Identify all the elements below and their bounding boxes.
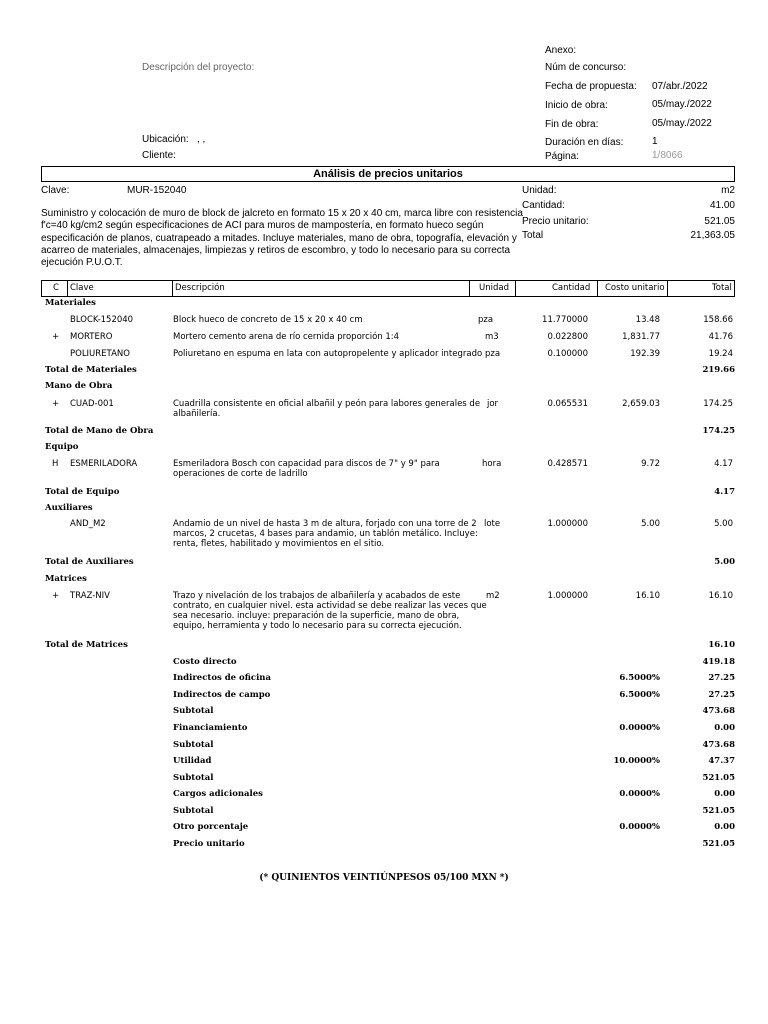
row-desc: equipo, herramienta y todo lo necesario para su correcta ejecución.	[173, 621, 462, 631]
row-unidad: pza	[478, 315, 494, 325]
row-desc: contrato, en cualquier nivel. esta actividad se debe realizar las veces que	[173, 601, 487, 611]
row-costo: 192.39	[630, 349, 660, 359]
row-unidad: jor	[487, 399, 499, 409]
summary-label: Precio unitario	[173, 839, 245, 849]
total-mano-row	[45, 426, 735, 436]
anexo-label: Anexo:	[545, 45, 577, 56]
row-costo: 1,831.77	[622, 332, 660, 342]
summary-pct: 10.0000%	[613, 756, 660, 766]
row-clave: BLOCK-152040	[70, 315, 134, 325]
unidad-value: m2	[721, 185, 735, 196]
header-cantidad: Cantidad	[552, 283, 591, 293]
section-mano-de-obra: Mano de Obra	[45, 381, 113, 391]
row-costo: 13.48	[635, 315, 660, 325]
row-desc: Poliuretano en espuma en lata con autopropelente y aplicador integrado	[173, 349, 483, 359]
row-desc: renta, fletes, habilitado y movimientos en el sitio.	[173, 539, 385, 549]
summary-value: 521.05	[702, 839, 735, 849]
row-unidad: m3	[485, 332, 499, 342]
row-costo: 5.00	[641, 519, 660, 529]
summary-label: Otro porcentaje	[173, 822, 249, 832]
total-materiales-value: 219.66	[702, 365, 735, 375]
row-total: 41.76	[708, 332, 733, 342]
inicio-label: Inicio de obra:	[545, 100, 608, 111]
summary-value: 47.37	[708, 756, 735, 766]
col-divider	[597, 281, 598, 296]
row-costo: 9.72	[641, 459, 660, 469]
row-c: +	[52, 591, 60, 601]
row-desc: marcos, 2 crucetas, 4 bases para andamio, un tablón metálico. Incluye:	[173, 529, 478, 539]
row-clave: AND_M2	[70, 519, 106, 529]
cantidad-value: 41.00	[709, 200, 735, 211]
summary-pct: 6.5000%	[619, 673, 660, 683]
total-label: Total	[522, 230, 544, 241]
summary-value: 473.68	[702, 706, 735, 716]
row-cantidad: 0.428571	[547, 459, 588, 469]
pagina-value: 1/8066	[652, 150, 683, 161]
precio-label: Precio unitario:	[522, 216, 589, 227]
summary-label: Subtotal	[173, 806, 214, 816]
amount-in-words: (* QUINIENTOS VEINTIÚNPESOS 05/100 MXN *)	[259, 873, 509, 883]
col-divider	[172, 281, 173, 296]
total-materiales-label: Total de Materiales	[45, 365, 137, 375]
ubicacion-label: Ubicación:	[142, 134, 189, 145]
summary-value: 521.05	[702, 806, 735, 816]
row-c: +	[52, 332, 60, 342]
total-value: 21,363.05	[690, 230, 735, 241]
total-matrices-value: 16.10	[708, 640, 735, 650]
summary-value: 521.05	[702, 773, 735, 783]
col-divider	[67, 281, 68, 296]
row-c: H	[52, 459, 59, 469]
concept-description: Suministro y colocación de muro de block de jalcreto en formato 15 x 20 x 40 cm, marca libre con resistencia f'c=40 kg/cm2 según especificaciones de ACI para muros de mampostería, en formato hueco según especificación de planos, cuatrapeado a mitades. Incluye materiales, mano de obra, topografía, elevación y acarreo de materiales, almacenajes, limpiezas y retiros de escombro, y todo lo necesario para su correcta ejecución P.U.O.T.	[41, 208, 523, 269]
summary-pct: 0.0000%	[619, 723, 660, 733]
duracion-value: 1	[652, 136, 658, 147]
row-unidad: m2	[486, 591, 500, 601]
row-cantidad: 0.100000	[547, 349, 588, 359]
row-unidad: pza	[485, 349, 501, 359]
total-mano-value: 174.25	[702, 426, 735, 436]
col-divider	[667, 281, 668, 296]
total-auxiliares-label: Total de Auxiliares	[45, 557, 134, 567]
row-desc: Trazo y nivelación de los trabajos de albañilería y acabados de este	[173, 591, 461, 601]
row-desc: Andamio de un nivel de hasta 3 m de altura, forjado con una torre de 2	[173, 519, 477, 529]
row-cantidad: 0.022800	[547, 332, 588, 342]
header-unidad: Unidad	[479, 283, 509, 293]
cliente-label: Cliente:	[142, 150, 176, 161]
summary-value: 0.00	[714, 822, 735, 832]
summary-value: 419.18	[702, 657, 735, 667]
fecha-value: 07/abr./2022	[652, 81, 708, 92]
ubicacion-value: , ,	[197, 134, 206, 145]
total-mano-label: Total de Mano de Obra	[45, 426, 154, 436]
row-clave: POLIURETANO	[70, 349, 130, 359]
summary-value: 27.25	[708, 673, 735, 683]
row-cantidad: 11.770000	[542, 315, 588, 325]
concurso-label: Núm de concurso:	[545, 62, 627, 73]
row-costo: 16.10	[635, 591, 660, 601]
row-desc: Cuadrilla consistente en oficial albañil y peón para labores generales de	[173, 399, 481, 409]
summary-value: 0.00	[714, 789, 735, 799]
total-equipo-value: 4.17	[714, 487, 735, 497]
col-divider	[469, 281, 470, 296]
summary-label: Utilidad	[173, 756, 212, 766]
fecha-label: Fecha de propuesta:	[545, 81, 637, 92]
row-clave: TRAZ-NIV	[70, 591, 110, 601]
summary-label: Subtotal	[173, 706, 214, 716]
row-c: +	[52, 399, 60, 409]
row-unidad: hora	[482, 459, 502, 469]
summary-pct: 0.0000%	[619, 789, 660, 799]
row-total: 158.66	[703, 315, 733, 325]
inicio-value: 05/may./2022	[652, 99, 712, 110]
summary-value: 473.68	[702, 740, 735, 750]
section-matrices: Matrices	[45, 574, 87, 584]
row-desc: Mortero cemento arena de río cernida proporción 1:4	[173, 332, 400, 342]
summary-label: Indirectos de campo	[173, 690, 271, 700]
summary-label: Indirectos de oficina	[173, 673, 271, 683]
summary-label: Subtotal	[173, 740, 214, 750]
section-equipo: Equipo	[45, 442, 79, 452]
col-divider	[515, 281, 516, 296]
total-equipo-label: Total de Equipo	[45, 487, 120, 497]
section-materiales: Materiales	[45, 298, 96, 308]
total-auxiliares-row	[45, 557, 735, 567]
row-total: 4.17	[714, 459, 733, 469]
fin-value: 05/may./2022	[652, 118, 712, 129]
row-desc: operaciones de corte de ladrillo	[173, 469, 308, 479]
summary-value: 27.25	[708, 690, 735, 700]
summary-pct: 6.5000%	[619, 690, 660, 700]
total-matrices-row	[45, 640, 735, 650]
section-auxiliares: Auxiliares	[45, 503, 93, 513]
fin-label: Fin de obra:	[545, 119, 599, 130]
summary-label: Cargos adicionales	[173, 789, 263, 799]
summary-value: 0.00	[714, 723, 735, 733]
pagina-label: Página:	[545, 151, 579, 162]
descripcion-label: Descripción del proyecto:	[142, 62, 255, 73]
duracion-label: Duración en días:	[545, 137, 624, 148]
summary-label: Financiamiento	[173, 723, 248, 733]
row-total: 174.25	[703, 399, 733, 409]
header-descripcion: Descripción	[175, 283, 225, 293]
total-materiales-row	[45, 365, 735, 375]
row-desc: sea necesario. incluye: preparación de la superficie, mano de obra,	[173, 611, 460, 621]
row-clave: MORTERO	[70, 332, 113, 342]
row-unidad: lote	[484, 519, 501, 529]
row-desc: Block hueco de concreto de 15 x 20 x 40 cm	[173, 315, 363, 325]
row-desc: albañilería.	[173, 409, 221, 419]
clave-label: Clave:	[41, 185, 70, 196]
total-matrices-label: Total de Matrices	[45, 640, 128, 650]
header-c: C	[53, 283, 59, 293]
total-equipo-row	[45, 487, 735, 497]
clave-value: MUR-152040	[127, 185, 187, 196]
row-clave: CUAD-001	[70, 399, 114, 409]
precio-value: 521.05	[704, 216, 735, 227]
total-auxiliares-value: 5.00	[714, 557, 735, 567]
cantidad-label: Cantidad:	[522, 200, 565, 211]
header-costo: Costo unitario	[605, 283, 665, 293]
row-desc: Esmeriladora Bosch con capacidad para discos de 7" y 9" para	[173, 459, 440, 469]
row-clave: ESMERILADORA	[70, 459, 138, 469]
row-total: 19.24	[708, 349, 733, 359]
row-total: 5.00	[714, 519, 733, 529]
summary-label: Costo directo	[173, 657, 237, 667]
header-clave: Clave	[70, 283, 94, 293]
row-total: 16.10	[708, 591, 733, 601]
header-total: Total	[712, 283, 732, 293]
row-cantidad: 0.065531	[547, 399, 588, 409]
row-costo: 2,659.03	[622, 399, 660, 409]
summary-pct: 0.0000%	[619, 822, 660, 832]
page-title: Análisis de precios unitarios	[41, 166, 735, 182]
summary-label: Subtotal	[173, 773, 214, 783]
table-header	[41, 280, 735, 297]
row-cantidad: 1.000000	[547, 591, 588, 601]
unidad-label: Unidad:	[522, 185, 557, 196]
row-cantidad: 1.000000	[547, 519, 588, 529]
